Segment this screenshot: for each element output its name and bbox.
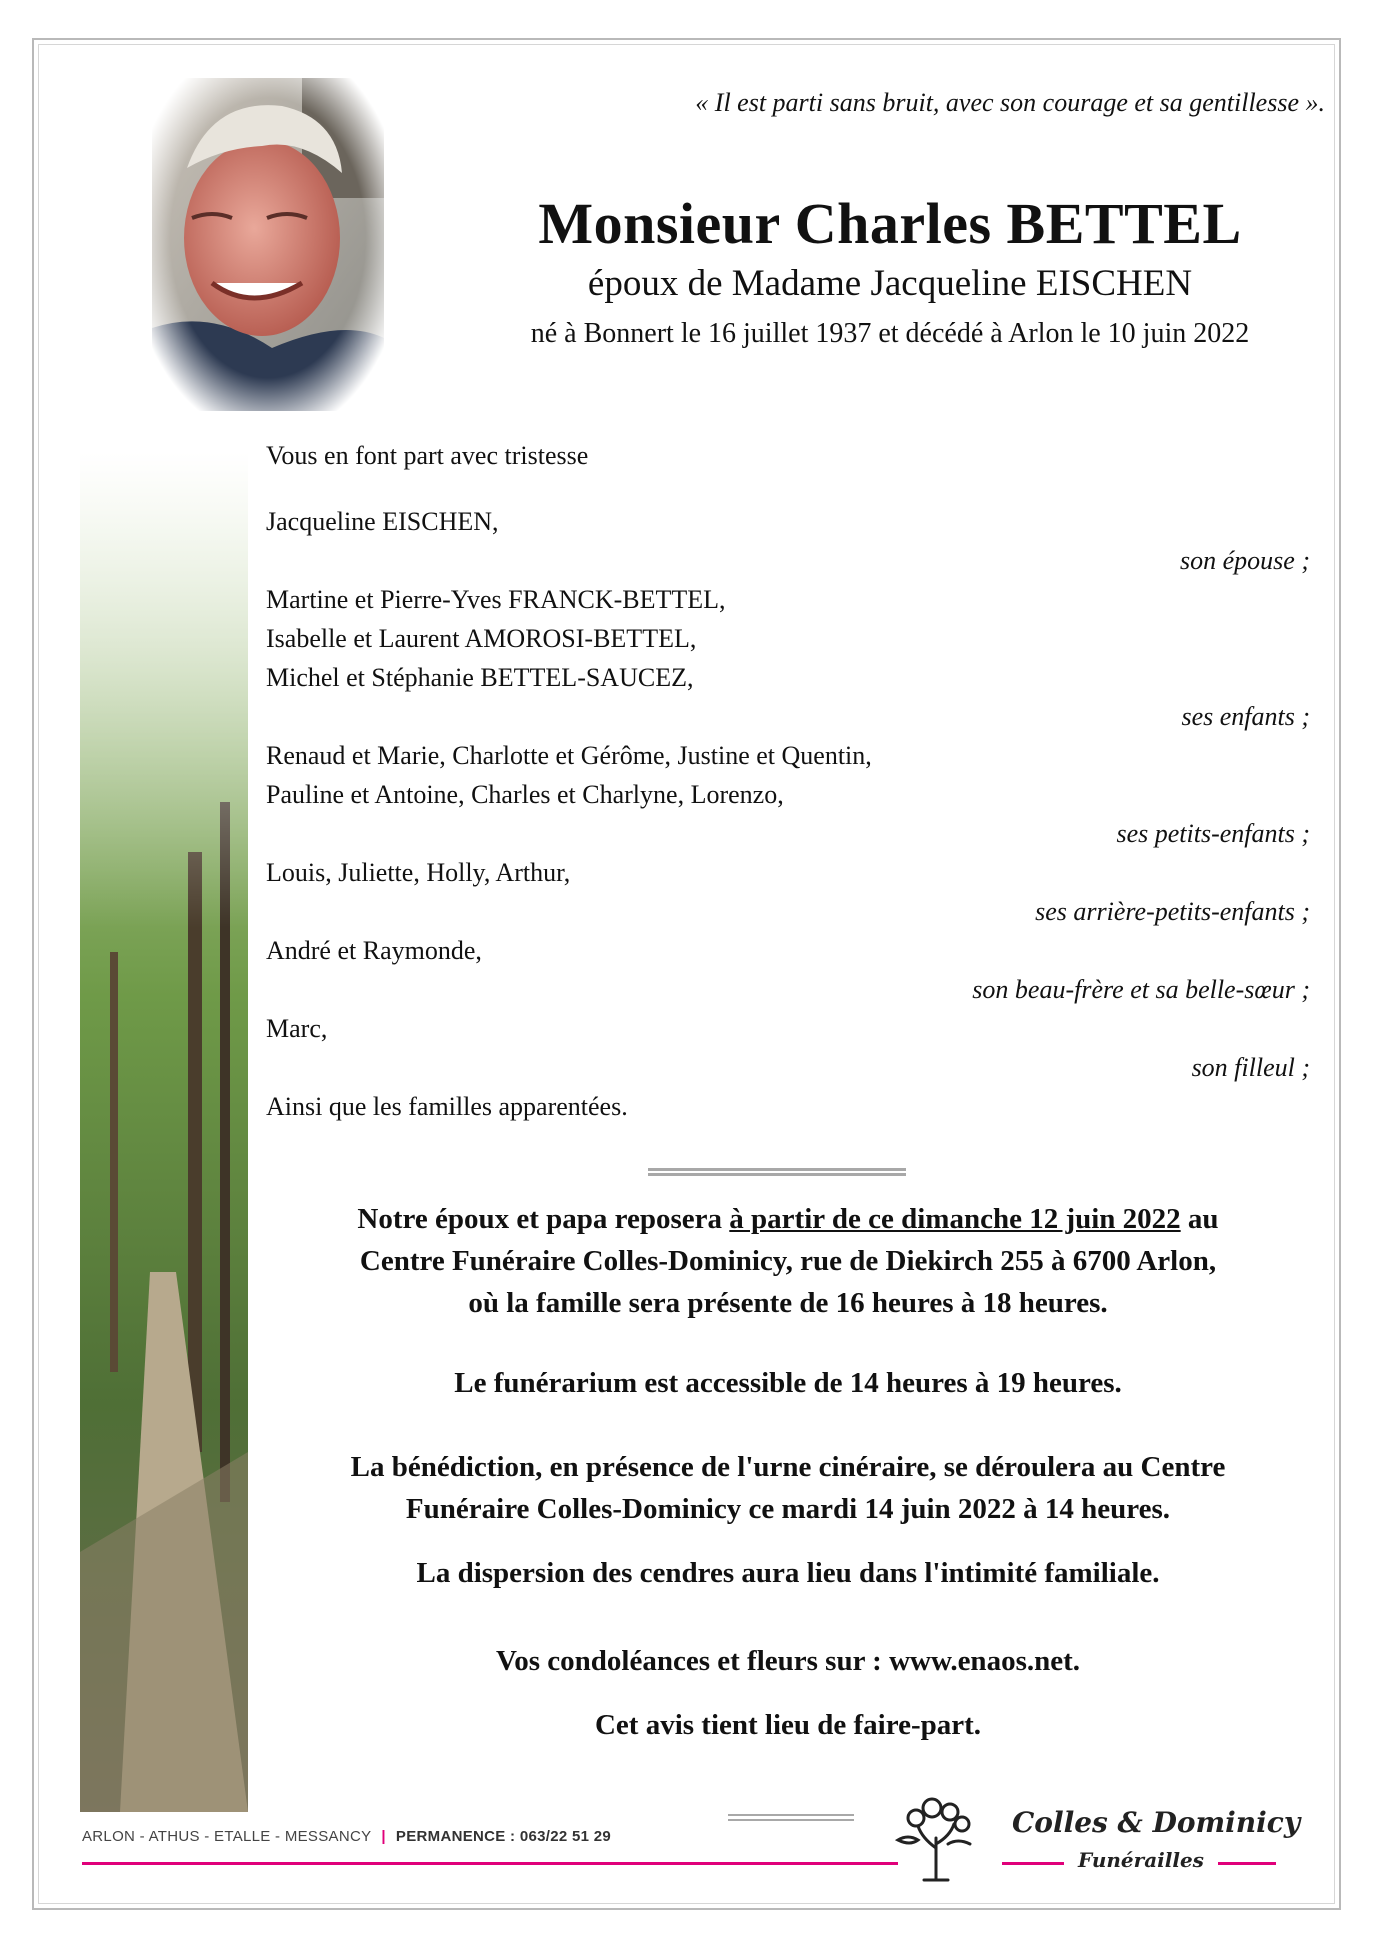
family-name: Renaud et Marie, Charlotte et Gérôme, Justine et Quentin, <box>266 741 872 770</box>
ash-dispersion: La dispersion des cendres aura lieu dans l'intimité familiale. <box>416 1557 1160 1589</box>
family-relation: son beau-frère et sa belle-sœur ; <box>972 975 1310 1004</box>
family-name: Martine et Pierre-Yves FRANCK-BETTEL, <box>266 585 726 614</box>
family-name: Louis, Juliette, Holly, Arthur, <box>266 858 571 887</box>
funerarium-hours: Le funérarium est accessible de 14 heures à 19 heures. <box>454 1367 1122 1399</box>
family-relation: ses petits-enfants ; <box>1116 819 1310 848</box>
family-name: André et Raymonde, <box>266 936 482 965</box>
family-name: Marc, <box>266 1014 328 1043</box>
family-relation: ses arrière-petits-enfants ; <box>1035 897 1310 926</box>
arrangements-paragraph-1 <box>266 1198 1310 1324</box>
footer-info <box>82 1828 611 1845</box>
arrangements-text: Notre époux et papa reposera <box>357 1203 730 1235</box>
blessing-line: Funéraire Colles-Dominicy ce mardi 14 juin 2022 à 14 heures. <box>405 1493 1171 1525</box>
forest-path-image <box>80 452 248 1812</box>
arrangements-text: au <box>1180 1203 1219 1235</box>
funeral-home-address: Centre Funéraire Colles-Dominicy, rue de Diekirch 255 à 6700 Arlon, <box>359 1245 1217 1277</box>
section-divider <box>648 1168 906 1176</box>
deceased-name: Monsieur Charles BETTEL <box>538 191 1242 256</box>
company-name: Colles & Dominicy <box>1012 1806 1301 1839</box>
family-intro: Vous en font part avec tristesse <box>266 441 589 470</box>
footer-accent-line <box>82 1862 898 1865</box>
family-closing: Ainsi que les familles apparentées. <box>266 1092 628 1121</box>
footer-permanence: PERMANENCE : 063/22 51 29 <box>395 1828 611 1845</box>
tree-logo-icon <box>888 1788 984 1884</box>
visitation-date: à partir de ce dimanche 12 juin 2022 <box>729 1203 1181 1235</box>
spouse-line: époux de Madame Jacqueline EISCHEN <box>587 263 1193 304</box>
footer-divider <box>728 1814 854 1821</box>
epitaph-quote: « Il est parti sans bruit, avec son courage et sa gentillesse ». <box>695 88 1325 117</box>
family-name: Michel et Stéphanie BETTEL-SAUCEZ, <box>266 663 694 692</box>
family-name: Jacqueline EISCHEN, <box>266 507 499 536</box>
family-relation: son filleul ; <box>1191 1053 1310 1082</box>
footer-locations: ARLON - ATHUS - ETALLE - MESSANCY <box>82 1828 372 1845</box>
family-relation: ses enfants ; <box>1181 702 1310 731</box>
birth-death-line: né à Bonnert le 16 juillet 1937 et décédé à Arlon le 10 juin 2022 <box>530 318 1250 349</box>
family-presence-hours: où la famille sera présente de 16 heures à 18 heures. <box>468 1287 1108 1319</box>
family-relation: son épouse ; <box>1180 546 1310 575</box>
condolences-link[interactable]: Vos condoléances et fleurs sur : www.enaos.net. <box>495 1645 1081 1677</box>
logo-accent-left <box>1002 1862 1064 1865</box>
blessing-paragraph <box>266 1446 1310 1530</box>
blessing-line: La bénédiction, en présence de l'urne cinéraire, se déroulera au Centre <box>350 1451 1226 1483</box>
company-subtitle: Funérailles <box>1078 1848 1204 1872</box>
portrait-photo <box>152 78 384 411</box>
logo-accent-right <box>1218 1862 1276 1865</box>
family-list <box>266 436 1310 1126</box>
family-name: Isabelle et Laurent AMOROSI-BETTEL, <box>266 624 697 653</box>
notice-statement: Cet avis tient lieu de faire-part. <box>594 1709 982 1741</box>
footer-bar: | <box>381 1828 386 1845</box>
family-name: Pauline et Antoine, Charles et Charlyne, Lorenzo, <box>266 780 784 809</box>
